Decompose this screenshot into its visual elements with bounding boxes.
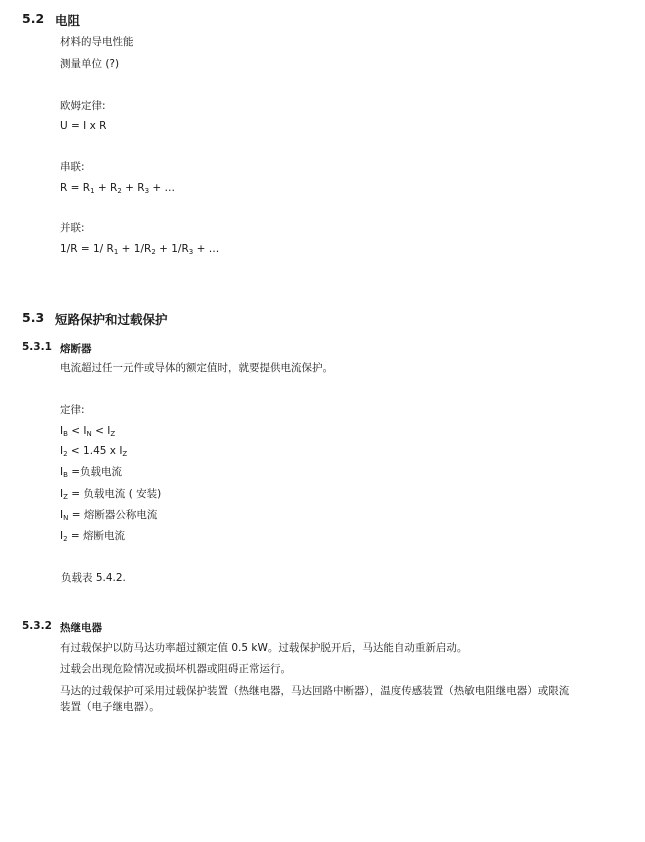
section-5-3-1-number: 5.3.1: [22, 341, 52, 353]
section-5-3-title: 短路保护和过载保护: [55, 312, 168, 327]
section-5-3-1-title: 熔断器: [60, 343, 92, 355]
rule-formula-1: $I_B < I_N < I_Z$: [60, 425, 116, 438]
ohm-law-label: 欧姆定律:: [60, 100, 106, 112]
definition-i2: $I_2$ = 熔断电流: [60, 530, 126, 543]
series-label: 串联:: [60, 161, 85, 173]
rule-formula-2: $I_2 < 1.45$ x $I_Z$: [60, 445, 128, 458]
unit-line: 测量单位 (?): [60, 58, 120, 70]
ohm-law-formula: U = I x R: [60, 120, 107, 132]
thermal-relay-paragraph-3-line-2: 装置（电子继电器）。: [60, 701, 160, 713]
fuse-description: 电流超过任一元件或导体的额定值时，就要提供电流保护。: [60, 362, 333, 374]
definition-in: $I_N$ = 熔断器公称电流: [60, 509, 158, 522]
rule-label: 定律:: [60, 404, 85, 416]
section-5-3-2-number: 5.3.2: [22, 620, 52, 632]
section-5-3-number: 5.3: [22, 310, 45, 325]
section-5-2-number: 5.2: [22, 11, 45, 26]
thermal-relay-paragraph-3-line-1: 马达的过载保护可采用过载保护装置（热继电器，马达回路中断器），温度传感装置（热敏电阻继电器）或限流: [60, 685, 570, 697]
parallel-label: 并联:: [60, 222, 85, 234]
definition-ib: $I_B$ =负载电流: [60, 466, 123, 479]
resistance-description: 材料的导电性能: [60, 36, 134, 48]
thermal-relay-paragraph-1: 有过载保护以防马达功率超过额定值 0.5 kW。过载保护脱开后，马达能自动重新启动。: [60, 642, 468, 654]
section-5-3-2-title: 热继电器: [60, 622, 102, 634]
thermal-relay-paragraph-2: 过载会出现危险情况或损坏机器或阻碍正常运行。: [60, 663, 291, 675]
definition-iz: $I_Z$ = 负载电流 ( 安装): [60, 488, 162, 501]
series-formula: $R = R_1 + R_2 + R_3$ + …: [60, 182, 176, 195]
parallel-formula: 1/R = 1/ $R_1 + 1/R_2 + 1/R_3$ + …: [60, 243, 220, 256]
load-table-reference: 负载表 5.4.2.: [61, 572, 126, 584]
section-5-2-title: 电阻: [55, 13, 81, 28]
